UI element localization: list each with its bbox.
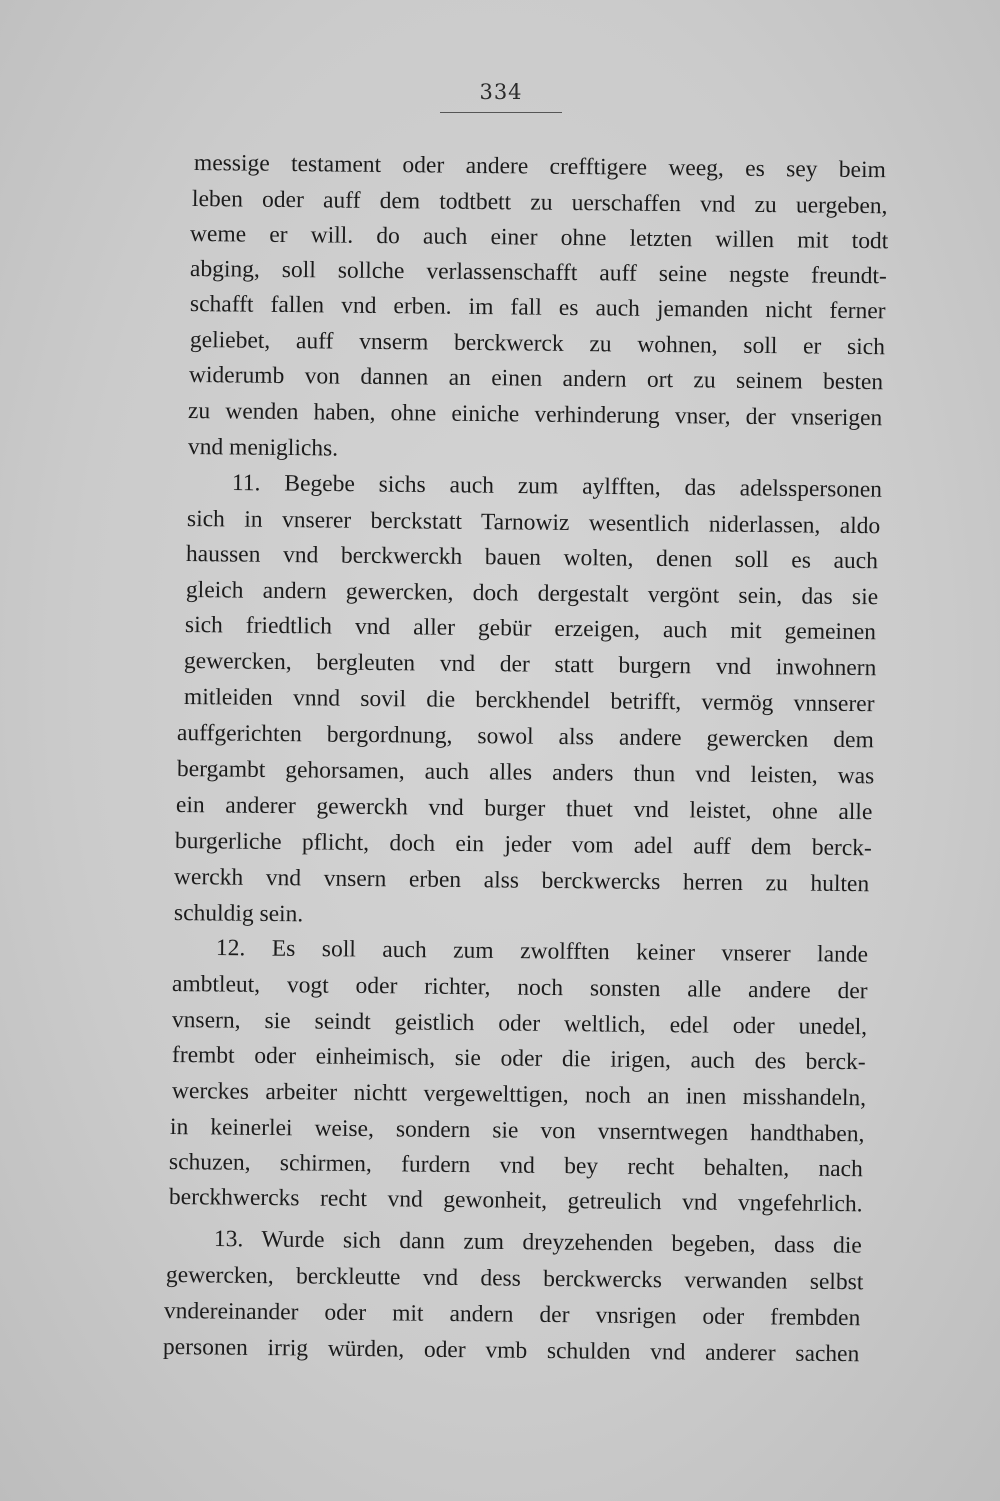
text-line: sich friedtlich vnd aller gebür erzeigen, auch mit gemeinen [184, 612, 877, 646]
text-line: weme er will. do auch einer ohne letzten willen mit todt [189, 221, 889, 255]
text-line: vnd meniglichs. [187, 434, 339, 462]
text-line: sich in vnserer berckstatt Tarnowiz wesentlich niderlassen, aldo [186, 506, 881, 540]
text-line: gewercken, berckleutte vnd dess berckwercks verwanden selbst [165, 1262, 864, 1296]
text-line: zu wenden haben, ohne einiche verhinderung vnser, der vnserigen [187, 398, 883, 432]
text-line: gleich andern gewercken, doch dergestalt vergönt sein, das sie [185, 577, 879, 611]
text-line: mitleiden vnnd sovil die berckhendel betrifft, vermög vnnserer [183, 684, 875, 718]
text-line: 12. Es soll auch zum zwolfften keiner vnserer lande [215, 935, 869, 968]
text-line: schafft fallen vnd erben. im fall es auch jemanden nicht ferner [189, 291, 886, 325]
text-line: berckhwercks recht vnd gewonheit, getreulich vnd vngefehrlich. [168, 1184, 863, 1218]
text-line: haussen vnd berckwerckh bauen wolten, denen soll es auch [185, 541, 879, 575]
text-line: 13. Wurde sich dann zum dreyzehenden begeben, dass die [213, 1226, 862, 1259]
text-line: messige testament oder andere crefftigere weeg, es sey beim [193, 150, 886, 184]
text-line: bergambt gehorsamen, auch alles anders thun vnd leisten, was [176, 756, 875, 790]
text-line: werckes arbeiter nichtt vergewelttigen, noch an inen misshandeln, [171, 1078, 867, 1112]
text-line: vnsern, sie seindt geistlich oder weltlich, edel oder unedel, [171, 1007, 868, 1041]
text-line: personen irrig würden, oder vmb schulden vnd anderer sachen [162, 1334, 860, 1368]
text-line: widerumb von dannen an einen andern ort zu seinem besten [188, 362, 884, 396]
text-line: vndereinander oder mit andern der vnsrigen oder frembden [163, 1298, 861, 1332]
text-line: 11. Begebe sichs auch zum aylfften, das adelsspersonen [231, 470, 883, 503]
text-line: geliebet, auff vnserm berckwerck zu wohnen, soll er sich [189, 327, 886, 361]
text-line: burgerliche pflicht, doch ein jeder vom adel auff dem berck- [174, 828, 872, 862]
text-line: schuldig sein. [173, 900, 304, 928]
page-number-rule [440, 112, 562, 113]
text-line: schuzen, schirmen, furdern vnd bey recht behalten, nach [168, 1149, 863, 1183]
text-line: ambtleut, vogt oder richter, noch sonsten alle andere der [171, 971, 868, 1005]
text-line: leben oder auff dem todtbett zu uerschaffen vnd zu uergeben, [191, 186, 888, 220]
text-line: werckh vnd vnsern erben alss berckwercks herren zu hulten [173, 864, 870, 898]
text-line: ein anderer gewerckh vnd burger thuet vnd leistet, ohne alle [175, 792, 873, 826]
text-line: gewercken, bergleuten vnd der statt burgern vnd inwohnern [183, 648, 877, 682]
page-number: 334 [479, 80, 523, 104]
text-line: abging, soll sollche verlassenschafft auff seine negste freundt- [189, 256, 887, 290]
text-line: frembt oder einheimisch, sie oder die irigen, auch des berck- [171, 1042, 866, 1076]
text-line: in keinerlei weise, sondern sie von vnserntwegen handthaben, [169, 1114, 865, 1148]
text-line: auffgerichten bergordnung, sowol alss andere gewercken dem [176, 720, 874, 754]
